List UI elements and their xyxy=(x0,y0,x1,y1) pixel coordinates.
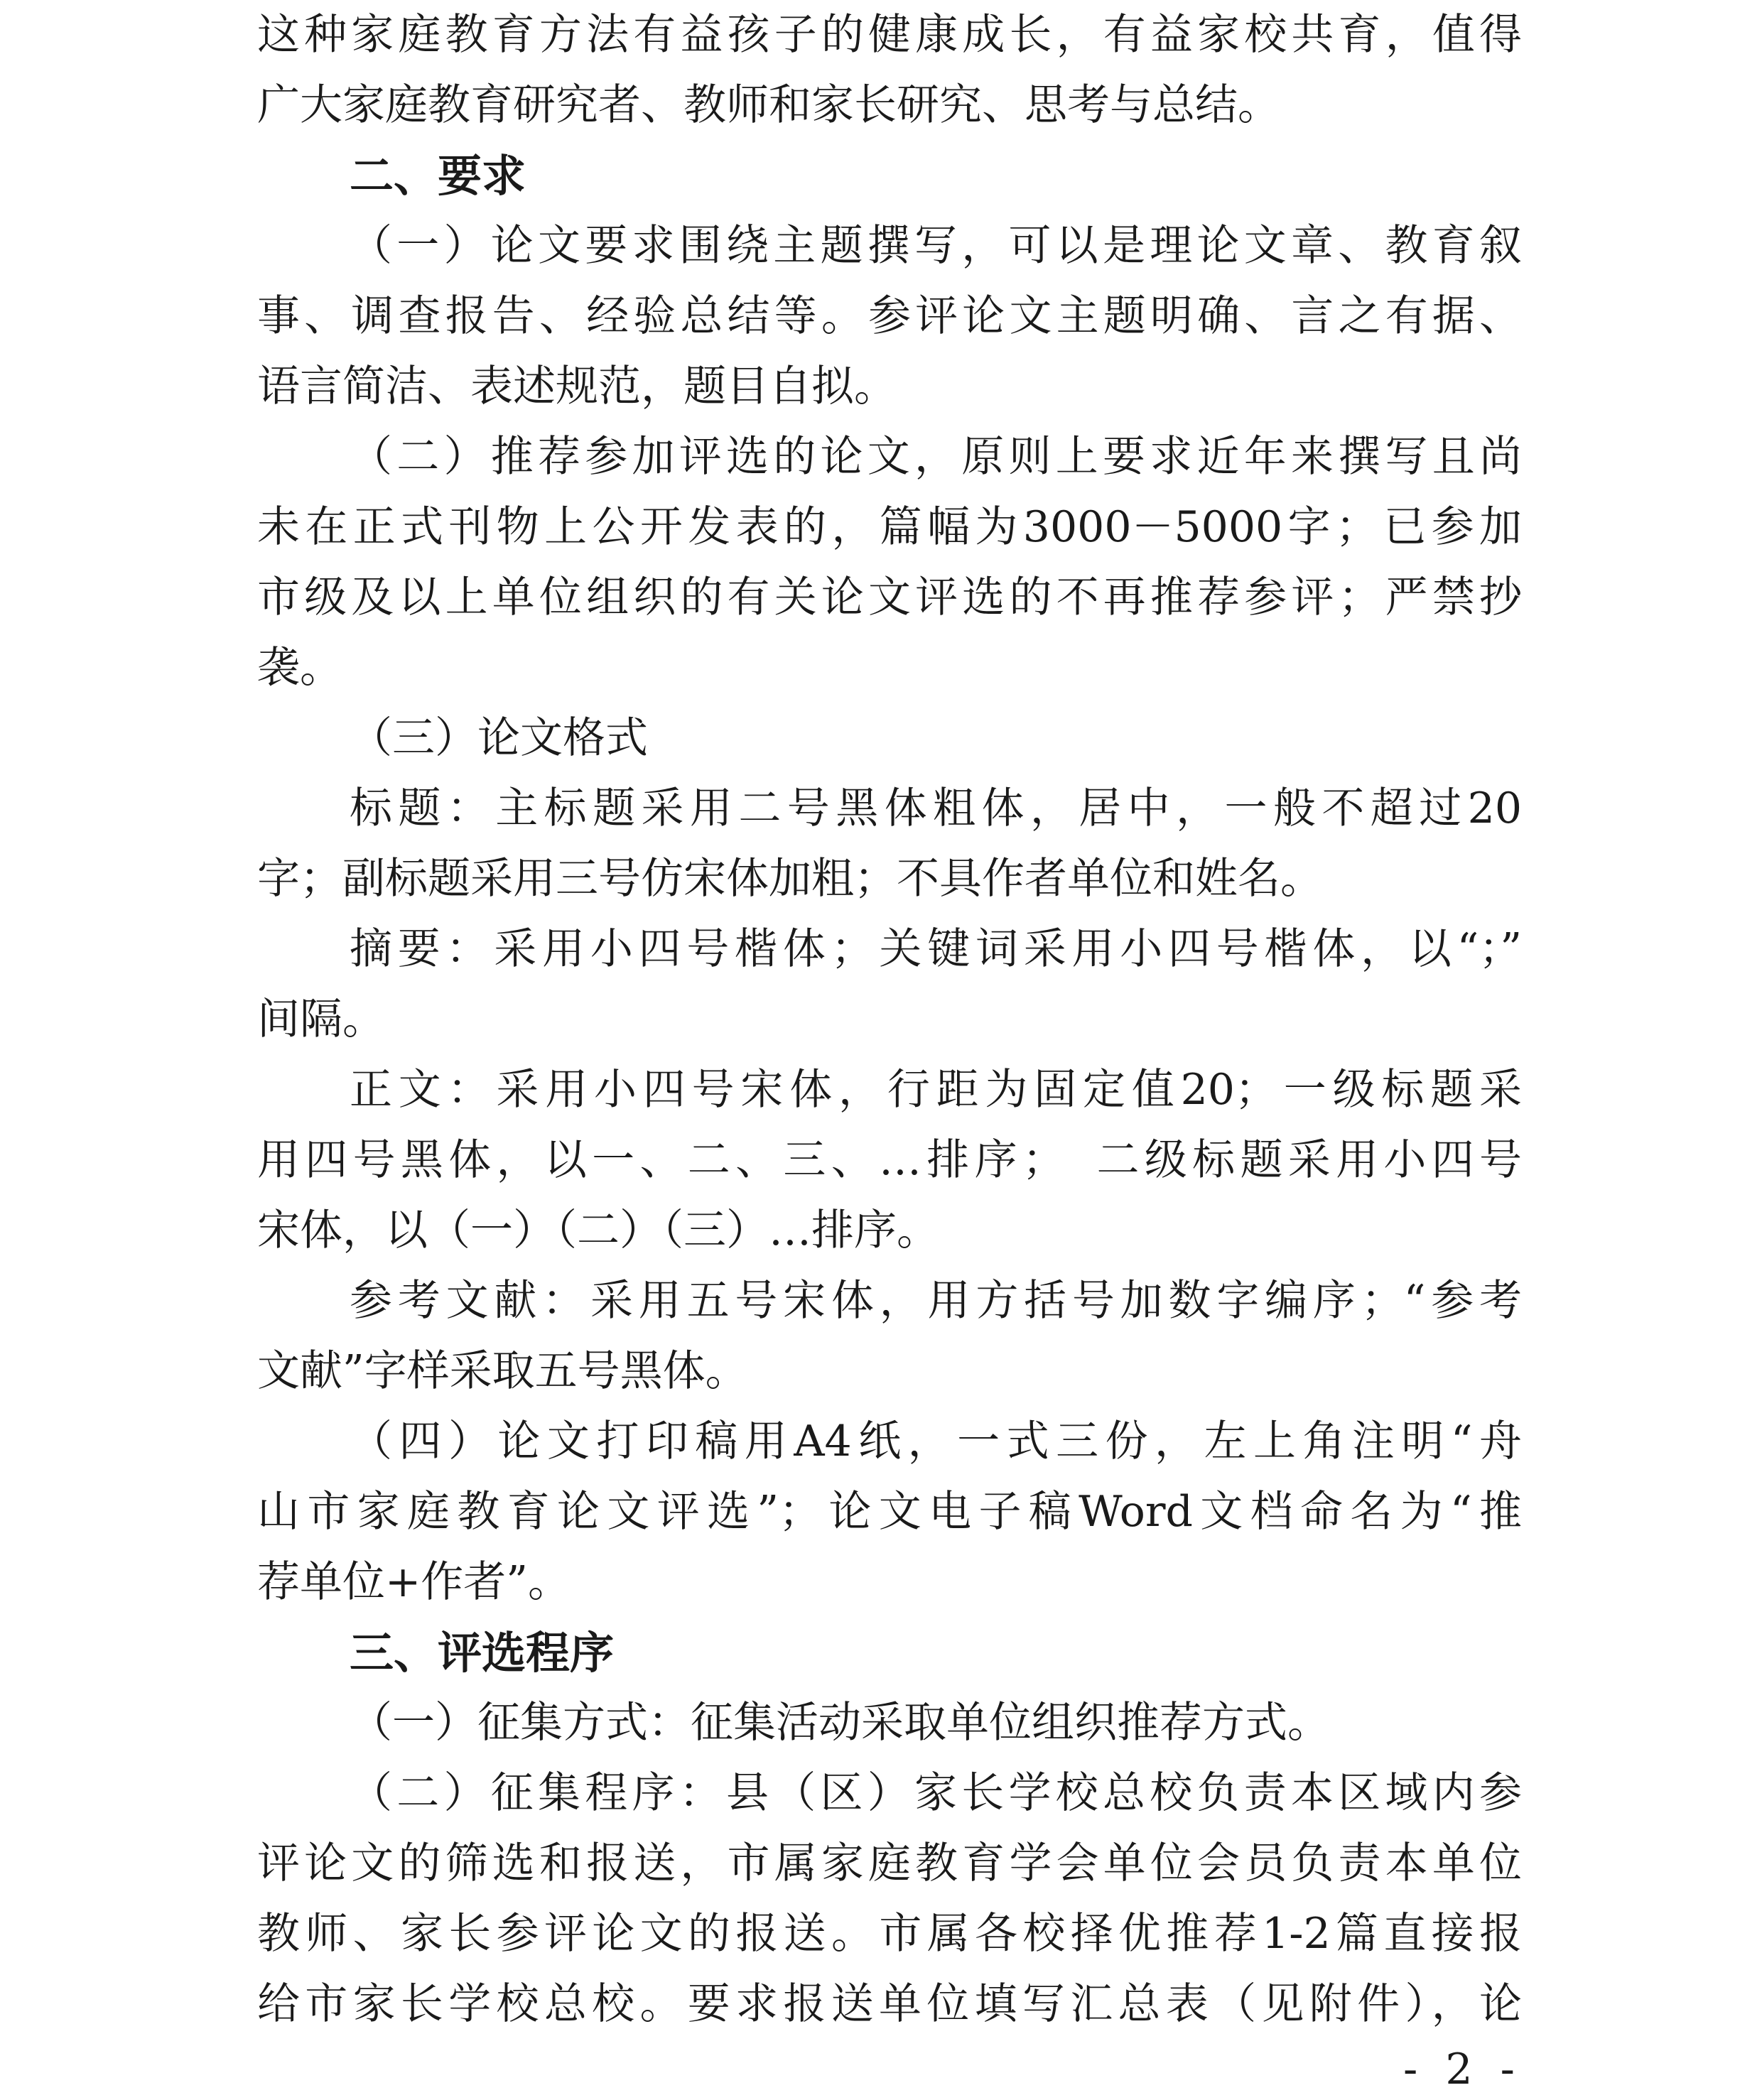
paragraph-line: （一）论文要求围绕主题撰写，可以是理论文章、教育叙 xyxy=(350,221,1522,271)
document-body xyxy=(257,0,1522,2040)
paragraph-line: （四）论文打印稿用A4纸，一式三份，左上角注明“舟 xyxy=(350,1417,1522,1466)
section-heading: 二、要求 xyxy=(350,150,526,202)
paragraph-line: 字；副标题采用三号仿宋体加粗；不具作者单位和姓名。 xyxy=(257,854,1323,904)
paragraph-line: 事、调查报告、经验总结等。参评论文主题明确、言之有据、 xyxy=(257,291,1522,341)
paragraph-line: 用四号黑体，以一、二、三、…排序； 二级标题采用小四号 xyxy=(257,1135,1522,1185)
paragraph-line: （二）推荐参加评选的论文，原则上要求近年来撰写且尚 xyxy=(350,432,1522,482)
paragraph-line: 教师、家长参评论文的报送。市属各校择优推荐1-2篇直接报 xyxy=(257,1909,1522,1959)
paragraph-line: 荐单位+作者”。 xyxy=(257,1557,571,1607)
section-heading: 三、评选程序 xyxy=(350,1627,615,1679)
paragraph-line: 市级及以上单位组织的有关论文评选的不再推荐参评；严禁抄 xyxy=(257,573,1522,622)
paragraph-line: 参考文献：采用五号宋体，用方括号加数字编序；“参考 xyxy=(350,1276,1522,1326)
paragraph-line: 摘要：采用小四号楷体；关键词采用小四号楷体，以“；” xyxy=(350,924,1522,974)
paragraph-line: 未在正式刊物上公开发表的，篇幅为3000－5000字；已参加 xyxy=(257,502,1522,552)
paragraph-line: 这种家庭教育方法有益孩子的健康成长，有益家校共育，值得 xyxy=(257,10,1522,60)
paragraph-line: 标题：主标题采用二号黑体粗体，居中，一般不超过20 xyxy=(350,784,1522,833)
paragraph-line: （二）征集程序：县（区）家长学校总校负责本区域内参 xyxy=(350,1768,1522,1818)
paragraph-line: （一）征集方式：征集活动采取单位组织推荐方式。 xyxy=(350,1698,1330,1748)
page-number: - 2 - xyxy=(1403,2045,1522,2094)
paragraph-line: 评论文的筛选和报送，市属家庭教育学会单位会员负责本单位 xyxy=(257,1839,1522,1888)
paragraph-line: 袭。 xyxy=(257,643,342,693)
paragraph-line: 宋体，以（一）（二）（三）…排序。 xyxy=(257,1206,939,1255)
paragraph-line: 语言简洁、表述规范，题目自拟。 xyxy=(257,362,897,411)
paragraph-line: 正文：采用小四号宋体，行距为固定值20；一级标题采 xyxy=(350,1065,1522,1115)
paragraph-line: 间隔。 xyxy=(257,995,385,1044)
paragraph-line: （三）论文格式 xyxy=(350,713,648,763)
paragraph-line: 山市家庭教育论文评选”；论文电子稿Word文档命名为“推 xyxy=(257,1487,1522,1537)
paragraph-line: 给市家长学校总校。要求报送单位填写汇总表（见附件），论 xyxy=(257,1979,1522,2029)
paragraph-line: 文献”字样采取五号黑体。 xyxy=(257,1346,748,1396)
paragraph-line: 广大家庭教育研究者、教师和家长研究、思考与总结。 xyxy=(257,80,1280,130)
